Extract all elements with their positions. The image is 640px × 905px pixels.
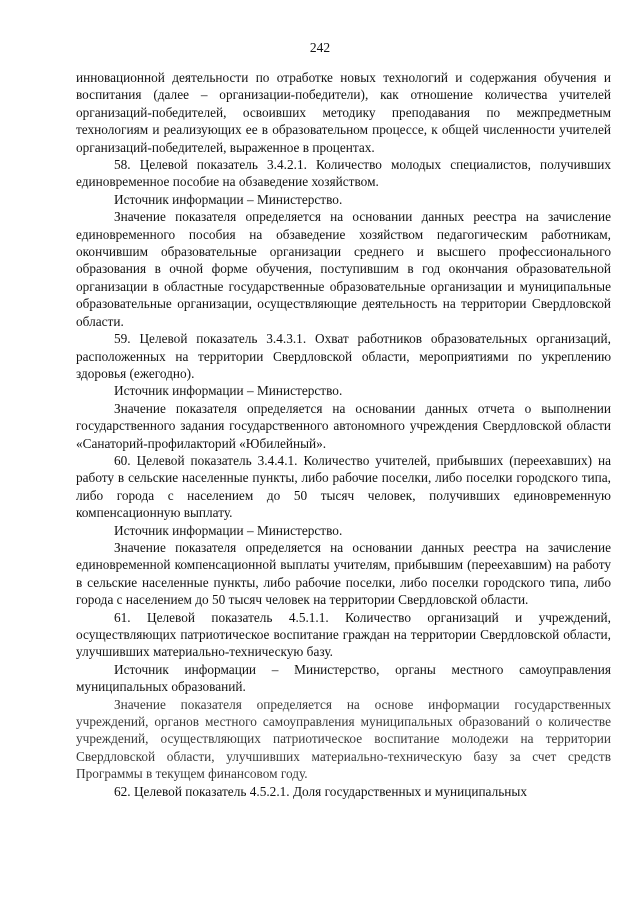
paragraph: 61. Целевой показатель 4.5.1.1. Количество организаций и учреждений, осуществляющих патриотическое воспитание граждан на территории Свердловской области, улучшивших материально-техническую базу. — [76, 609, 611, 660]
paragraph: Значение показателя определяется на основе информации государственных учреждений, органов местного самоуправления муниципальных образований о количестве учреждений, осуществляющих патриотическое воспитание молодежи на территории Свердловской области, улучшивших материально-техническую базу за счет средств Программы в текущем финансовом году. — [76, 696, 611, 782]
paragraph: инновационной деятельности по отработке новых технологий и содержания обучения и воспитания (далее – организации-победители), как отношение количества учителей организаций-победителей, освоивших методику преподавания по межпредметным технологиям и реализующих ее в образовательном процессе, к общей численности учителей организаций-победителей, выраженное в процентах. — [76, 70, 611, 155]
paragraph: Значение показателя определяется на основании данных реестра на зачисление единовременного пособия на обзаведение хозяйством педагогическим работникам, окончившим образовательные организации среднего и высшего профессионального образования в очной форме обучения, поступившим в год окончания образовательной организации в областные государственные образовательные организации и муниципальные образовательные организации, осуществляющие деятельность на территории Свердловской области. — [76, 209, 611, 329]
paragraph: Источник информации – Министерство. — [114, 522, 343, 538]
paragraph: Значение показателя определяется на основании данных реестра на зачисление единовременной компенсационной выплаты учителям, прибывшим (переехавшим) на работу в сельские населенные пункты, либо рабочие поселки, либо поселки городского типа, либо города с населением до 50 тысяч человек на территории Свердловской области. — [76, 539, 611, 608]
paragraph: Источник информации – Министерство. — [114, 383, 343, 399]
paragraph: 58. Целевой показатель 3.4.2.1. Количество молодых специалистов, получивших единовременное пособие на обзаведение хозяйством. — [76, 157, 611, 190]
document-body — [76, 69, 611, 800]
paragraph: Источник информации – Министерство, органы местного самоуправления муниципальных образований. — [76, 661, 611, 695]
paragraph: Источник информации – Министерство. — [114, 191, 343, 207]
paragraph: 62. Целевой показатель 4.5.2.1. Доля государственных и муниципальных — [114, 783, 527, 799]
paragraph: 59. Целевой показатель 3.4.3.1. Охват работников образовательных организаций, расположенных на территории Свердловской области, мероприятиями по укреплению здоровья (ежегодно). — [76, 331, 611, 381]
paragraph: 60. Целевой показатель 3.4.4.1. Количество учителей, прибывших (переехавших) на работу в сельские населенные пункты, либо рабочие поселки, либо поселки городского типа, либо города с населением до 50 тысяч человек, получивших единовременную компенсационную выплату. — [76, 452, 611, 521]
paragraph: Значение показателя определяется на основании данных отчета о выполнении государственного задания государственного автономного учреждения Свердловской области «Санаторий-профилакторий «Юбилейный». — [76, 400, 611, 451]
page-number: 242 — [309, 40, 331, 55]
